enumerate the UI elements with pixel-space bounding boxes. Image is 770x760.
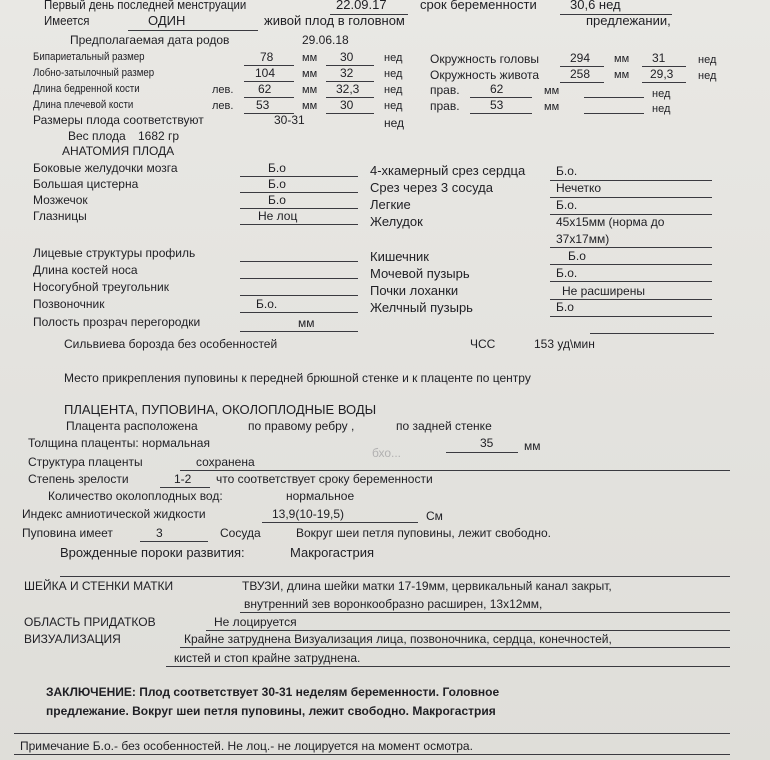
- anatomy-left-4: Лицевые структуры профиль: [33, 246, 196, 260]
- adnexa-label: ОБЛАСТЬ ПРИДАТКОВ: [24, 615, 156, 629]
- size-unit: нед: [384, 116, 405, 130]
- placenta-location-value: по правому ребру ,: [248, 419, 355, 433]
- cord-label: Пуповина имеет: [22, 526, 113, 540]
- weight-value: 1682 гр: [138, 129, 180, 143]
- afi-label: Индекс амниотической жидкости: [22, 507, 206, 521]
- humerus-value-left: 53: [256, 98, 270, 112]
- fetus-label: живой плод в головном: [264, 13, 405, 28]
- ofd-label: Лобно-затылочный размер: [33, 67, 155, 79]
- femur-value-right: 62: [490, 82, 504, 96]
- visualization-line1: Крайне затруднена Визуализация лица, позвоночника, сердца, конечностей,: [184, 632, 612, 646]
- defects-label: Врожденные пороки развития:: [60, 545, 245, 560]
- conclusion-line1: ЗАКЛЮЧЕНИЕ: Плод соответствует 30-31 неделям беременности. Головное: [46, 685, 500, 699]
- femur-unit-right: мм: [544, 85, 560, 97]
- has-value: ОДИН: [148, 13, 186, 28]
- size-value: 30-31: [274, 113, 305, 127]
- anatomy-left-3-value: Не лоц: [258, 209, 298, 223]
- anatomy-left-3: Глазницы: [33, 209, 87, 223]
- femur-label: Длина бедренной кости: [33, 83, 140, 95]
- anatomy-right-0-value: Б.о.: [556, 164, 578, 178]
- hc-value: 294: [570, 51, 591, 65]
- humerus-side-left: лев.: [212, 100, 234, 112]
- placenta-title: ПЛАЦЕНТА, ПУПОВИНА, ОКОЛОПЛОДНЫЕ ВОДЫ: [64, 402, 377, 417]
- lmp-value: 22.09.17: [336, 0, 387, 12]
- humerus-value-right: 53: [490, 98, 504, 112]
- femur-side-right: прав.: [430, 83, 460, 97]
- anatomy-right-4-value: Б.о: [568, 249, 586, 263]
- edd-value: 29.06.18: [302, 33, 349, 47]
- presentation-label: предлежании,: [586, 13, 671, 28]
- placenta-structure-label: Структура плаценты: [28, 455, 143, 469]
- anatomy-right-3: Желудок: [370, 214, 423, 229]
- hr-label: ЧСС: [470, 337, 496, 351]
- cord-unit: Сосуда: [220, 526, 261, 540]
- ofd-unit: мм: [302, 68, 318, 80]
- hc-weeks: 31: [652, 51, 666, 65]
- anatomy-left-0: Боковые желудочки мозга: [33, 161, 178, 175]
- ofd-weeks: 32: [340, 66, 354, 80]
- visualization-label: ВИЗУАЛИЗАЦИЯ: [24, 632, 121, 646]
- ofd-value: 104: [255, 66, 276, 80]
- anatomy-left-6: Носогубной треугольник: [33, 280, 169, 294]
- anatomy-right-1-value: Нечетко: [556, 181, 602, 195]
- anatomy-right-3-value2: 37х17мм): [556, 232, 610, 246]
- anatomy-right-5: Мочевой пузырь: [370, 266, 470, 281]
- maturity-label: Степень зрелости: [28, 472, 129, 486]
- placenta-thickness-unit: мм: [524, 439, 541, 453]
- femur-value-left: 62: [258, 82, 272, 96]
- anatomy-left-7: Позвоночник: [33, 297, 105, 311]
- ga-label: срок беременности: [420, 0, 537, 12]
- cervix-line2: внутренний зев воронкообразно расширен, 13х12мм,: [244, 597, 543, 611]
- conclusion-line2: предлежание. Вокруг шеи петля пуповины, лежит свободно. Макрогастрия: [46, 704, 496, 718]
- ultrasound-report-page: Первый день последней менструации 22.09.17 срок беременности 30,6 нед Имеется ОДИН живой плод в головном предлежании, Предполагаемая дата родов 29.06.18 Бипариетальный размер 78 мм 30 нед Лобно-затылочный размер 104 мм 32 нед Длина бедренной кости лев. 62 мм 32,3 нед прав. 62 мм нед Длина плечевой кости лев. 53 мм 30 нед прав. 53 мм нед Окружность головы 294 мм 31 нед Окружность живота 258 мм 29,3 нед Размеры плода соответствуют 30-31 нед Вес плода 1682 гр АНАТОМИЯ ПЛОДА Боковые желудочки мозга Б.о Большая цистерна Б.о Мозжечок Б.о Глазницы Не лоц Лицевые структуры профиль Длина костей носа Носогубной треугольник Позвоночник Б.о. Полость прозрач перегородки мм 4-хкамерный срез сердца Б.о. Срез через 3 сосуда Нечетко Легкие Б.о. Желудок 45х15мм (норма до 37х17мм) Кишечник Б.о Мочевой пузырь Б.о. Почки лоханки Не расширены Желчный пузырь Б.о Сильвиева борозда без особенностей ЧСС 153 уд\мин Место прикрепления пуповины к передней брюшной стенке и к плаценте по центру ПЛАЦЕНТА, ПУПОВИНА, ОКОЛОПЛОДНЫЕ ВОДЫ Плацента расположена по правому ребру , по задней стенке Толщина плаценты: нормальная бхо... 35 мм Структура плаценты сохранена Степень зрелости 1-2 что соответствует сроку беременности Количество околоплодных вод: нормальное Индекс амниотической жидкости 13,9(10-19,5) См Пуповина имеет 3 Сосуда Вокруг шеи петля пуповины, лежит свободно. Врожденные пороки развития: Макрогастрия ШЕЙКА И СТЕНКИ МАТКИ ТВУЗИ, длина шейки матки 17-19мм, цервикальный канал закрыт, внутренний зев воронкообразно расширен, 13х12мм, ОБЛАСТЬ ПРИДАТКОВ Не лоцируется ВИЗУАЛИЗАЦИЯ Крайне затруднена Визуализация лица, позвоночника, сердца, конечностей, кистей и стоп крайне затруднена. ЗАКЛЮЧЕНИЕ: Плод соответствует 30-31 неделям беременности. Головное предлежание. Вокруг шеи петля пуповины, лежит свободно. Макрогастрия Примечание Б.о.- без особенностей. Не лоц.- не лоцируется на момент осмотра.: [0, 0, 770, 760]
- cervix-line1: ТВУЗИ, длина шейки матки 17-19мм, цервикальный канал закрыт,: [242, 579, 612, 593]
- size-label: Размеры плода соответствуют: [33, 113, 204, 127]
- adnexa-value: Не лоцируется: [214, 615, 297, 629]
- edd-label: Предполагаемая дата родов: [70, 33, 230, 47]
- cervix-label: ШЕЙКА И СТЕНКИ МАТКИ: [24, 579, 174, 593]
- femur-side-left: лев.: [212, 84, 234, 96]
- femur-wunit: нед: [384, 84, 403, 96]
- anatomy-left-8: Полость прозрач перегородки: [33, 315, 201, 329]
- cord-value: 3: [156, 526, 163, 540]
- bpd-label: Бипариетальный размер: [33, 51, 145, 63]
- anatomy-left-7-value: Б.о.: [256, 297, 278, 311]
- note-text: Примечание Б.о.- без особенностей. Не лоц.- не лоцируется на момент осмотра.: [20, 739, 473, 753]
- placenta-location-label: Плацента расположена: [66, 419, 198, 433]
- placenta-structure-value: сохранена: [196, 455, 255, 469]
- weight-label: Вес плода: [68, 129, 126, 143]
- maturity-text: что соответствует сроку беременности: [216, 472, 433, 486]
- anatomy-left-2-value: Б.о: [268, 193, 286, 207]
- femur-unit: мм: [302, 84, 318, 96]
- anatomy-right-6: Почки лоханки: [370, 283, 459, 298]
- cord-text: Вокруг шеи петля пуповины, лежит свободно.: [296, 526, 551, 540]
- anatomy-right-6-value: Не расширены: [562, 284, 645, 298]
- anatomy-right-1: Срез через 3 сосуда: [370, 180, 493, 195]
- anatomy-right-2-value: Б.о.: [556, 198, 578, 212]
- afi-unit: См: [426, 509, 443, 523]
- lmp-label: Первый день последней менструации: [44, 0, 247, 12]
- ac-weeks: 29,3: [650, 67, 674, 81]
- afi-value: 13,9(10-19,5): [272, 507, 345, 521]
- visualization-line2: кистей и стоп крайне затруднена.: [174, 651, 361, 665]
- hr-value: 153 уд\мин: [534, 337, 595, 351]
- anatomy-right-3-value: 45х15мм (норма до: [556, 215, 665, 229]
- anatomy-left-1: Большая цистерна: [33, 177, 139, 191]
- humerus-label: Длина плечевой кости: [33, 99, 134, 111]
- has-label: Имеется: [44, 13, 90, 28]
- anatomy-left-0-value: Б.о: [268, 161, 286, 175]
- anatomy-right-7: Желчный пузырь: [370, 300, 473, 315]
- femur-weeks: 32,3: [336, 82, 360, 96]
- anatomy-right-4: Кишечник: [370, 249, 429, 264]
- hc-label: Окружность головы: [430, 52, 540, 66]
- anatomy-left-5: Длина костей носа: [33, 263, 138, 277]
- ac-value: 258: [570, 67, 591, 81]
- maturity-value: 1-2: [174, 472, 192, 486]
- anatomy-right-7-value: Б.о: [556, 300, 574, 314]
- femur-wunit-right: нед: [652, 88, 671, 100]
- ac-wunit: нед: [698, 70, 717, 82]
- placenta-thickness-label: Толщина плаценты: нормальная: [28, 436, 210, 450]
- anatomy-right-2: Легкие: [370, 197, 411, 212]
- anatomy-right-0: 4-хкамерный срез сердца: [370, 163, 526, 178]
- bpd-unit: мм: [302, 52, 318, 64]
- placenta-thickness-value: 35: [480, 436, 494, 450]
- humerus-wunit-right: нед: [652, 103, 671, 115]
- fluid-label: Количество околоплодных вод:: [48, 489, 223, 503]
- anatomy-left-8-value: мм: [298, 316, 315, 330]
- anatomy-title: АНАТОМИЯ ПЛОДА: [62, 144, 175, 158]
- ac-label: Окружность живота: [430, 68, 540, 82]
- bpd-weeks: 30: [340, 50, 354, 64]
- anatomy-left-2: Мозжечок: [33, 193, 88, 207]
- sylvian-text: Сильвиева борозда без особенностей: [64, 337, 278, 351]
- hc-wunit: нед: [698, 54, 717, 66]
- placenta-location-value2: по задней стенке: [396, 419, 492, 433]
- humerus-weeks: 30: [340, 98, 354, 112]
- cord-insertion-text: Место прикрепления пуповины к передней брюшной стенке и к плаценте по центру: [64, 371, 531, 385]
- bpd-value: 78: [260, 50, 274, 64]
- defects-value: Макрогастрия: [290, 545, 375, 560]
- ac-unit: мм: [614, 69, 630, 81]
- bpd-wunit: нед: [384, 52, 403, 64]
- humerus-unit: мм: [302, 100, 318, 112]
- hc-unit: мм: [614, 53, 630, 65]
- ofd-wunit: нед: [384, 68, 403, 80]
- anatomy-left-1-value: Б.о: [268, 177, 286, 191]
- humerus-unit-right: мм: [544, 101, 560, 113]
- fluid-value: нормальное: [286, 489, 355, 503]
- anatomy-right-5-value: Б.о.: [556, 266, 578, 280]
- ga-value: 30,6 нед: [570, 0, 621, 12]
- humerus-wunit: нед: [384, 100, 403, 112]
- humerus-side-right: прав.: [430, 99, 460, 113]
